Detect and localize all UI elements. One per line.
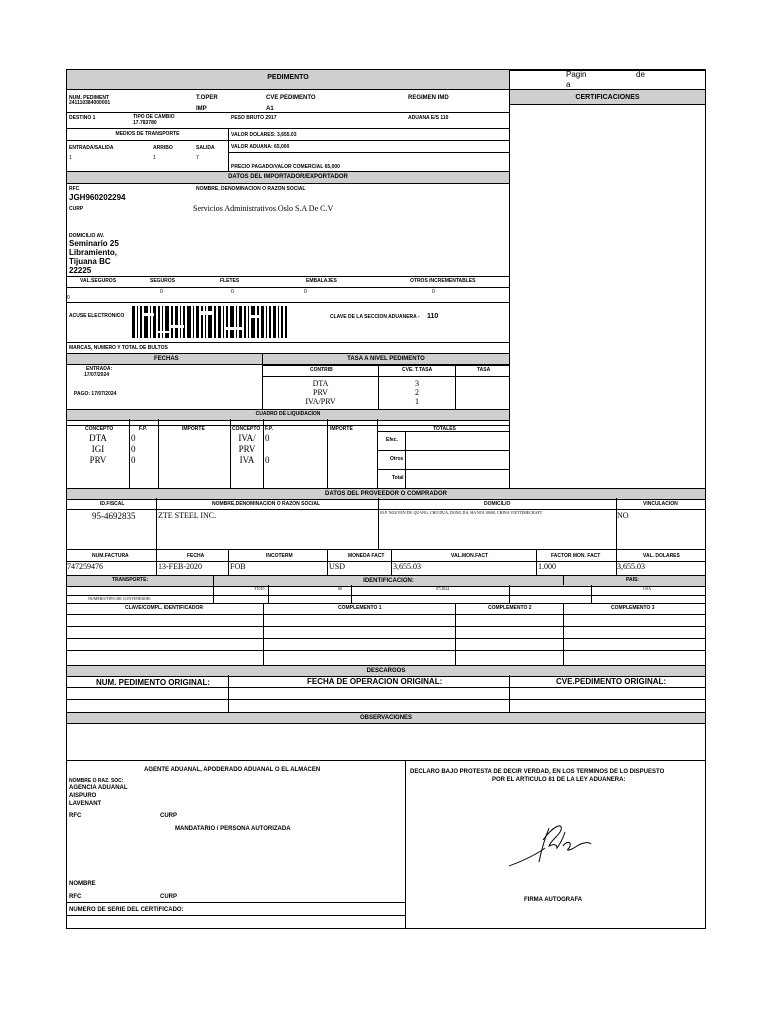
salida-value: 7 <box>196 155 199 161</box>
domicilio-line: Libramiento, <box>69 248 118 257</box>
ident-value: 07/2024 <box>436 586 450 591</box>
aduana-es: ADUANA E/S 110 <box>408 115 449 121</box>
domicilio-label: DOMICILIO AV. <box>69 233 105 239</box>
liq-fp: 0 <box>265 433 270 443</box>
pago-date: PAGO: 17/07/2024 <box>74 391 117 397</box>
certificaciones-heading: CERTIFICACIONES <box>575 94 640 101</box>
inc-header: EMBALAJES <box>306 278 337 284</box>
numero-tipo-contenedor: NUMERO/TIPO DE CONTENEDOR: <box>88 596 151 601</box>
entrada-date: 17/07/2024 <box>84 372 110 378</box>
inc-value: 0 <box>67 295 70 301</box>
destino-label: DESTINO 1 <box>69 115 96 121</box>
liq-header: IMPORTE <box>182 426 205 432</box>
curp-label-2: CURP <box>160 894 178 900</box>
de-label: de <box>636 70 645 79</box>
fact-value: 13-FEB-2020 <box>158 562 202 571</box>
liquidacion-heading: CUADRO DE LIQUIDACION <box>255 411 321 417</box>
liq-concepto: IGI <box>91 444 105 454</box>
pagin-label: Pagin <box>566 70 587 79</box>
importador-heading: DATOS DEL IMPORTADOR/EXPORTADOR <box>228 174 348 180</box>
domicilio-line: 22225 <box>69 266 92 275</box>
firma-autografa-label: FIRMA AUTOGRAFA <box>524 897 583 903</box>
fact-header: INCOTERM <box>266 553 293 559</box>
t-oper-label: T.OPER <box>196 95 218 101</box>
clave-header: CLAVE/COMPL. IDENTIFICADOR <box>125 605 203 611</box>
clave-header: COMPLEMENTO 2 <box>488 605 532 611</box>
inc-header: FLETES <box>220 278 240 284</box>
totales-efec: Efec. <box>386 437 398 443</box>
cve-pedimento-label: CVE PEDIMENTO <box>266 95 316 101</box>
prov-vinculacion: NO <box>617 511 629 520</box>
cve-pedimento-value: A1 <box>266 106 274 112</box>
liq-header: CONCEPTO <box>232 426 261 432</box>
inc-header: OTROS INCREMENTABLES <box>410 278 476 284</box>
peso-bruto: PESO BRUTO 2917 <box>231 115 277 121</box>
prov-domicilio: 83 P. NGUYEN DU QUANG, CHO DUA, DONG DA, HA NOI 10000, CHINA VIETTIMECRAFT <box>380 510 543 515</box>
observaciones-heading: OBSERVACIONES <box>359 715 413 721</box>
tipo-cambio-value: 17.783780 <box>133 120 157 126</box>
importador-nombre: Servicios Administrativos Oslo S.A De C.V <box>193 204 334 213</box>
prov-header: ID.FISCAL <box>100 501 125 507</box>
tasa-cve: 2 <box>415 388 419 397</box>
totales-otros: Otros <box>390 456 404 462</box>
prov-header: VINCULACION <box>643 501 678 507</box>
liq-concepto: IVA <box>239 455 255 465</box>
fact-header: FECHA <box>187 553 205 559</box>
a-label: a <box>566 80 571 89</box>
tasa-contrib: PRV <box>313 388 328 397</box>
agente-nombre-line: AGENCIA ADUANAL <box>69 785 128 791</box>
pais-value: USA <box>643 586 652 591</box>
clave-seccion-value: 110 <box>427 313 439 320</box>
salida-label: SALIDA <box>196 145 215 151</box>
prov-header: NOMBRE,DENOMINACION O RAZON SOCIAL <box>212 501 321 507</box>
liq-concepto: PRV <box>89 455 107 465</box>
fact-value: FOB <box>230 562 246 571</box>
fact-header: VAL. DOLARES <box>643 553 680 559</box>
tasa-header-tasa: TASA <box>477 367 491 373</box>
liq-concepto: IVA/ <box>238 433 256 443</box>
fact-value: USD <box>329 562 346 571</box>
page-title: PEDIMENTO <box>267 74 309 81</box>
domicilio-line: Tijuana BC <box>69 257 111 266</box>
valor-dolares: VALOR DOLARES: 3,655.03 <box>231 132 297 138</box>
inc-header: VAL.SEGUROS <box>80 278 117 284</box>
liq-header: CONCEPTO <box>85 426 114 432</box>
prov-id-fiscal: 95-4692835 <box>92 511 136 521</box>
transporte-label: TRANSPORTE: <box>112 577 149 583</box>
arribo-value: 1 <box>153 155 156 161</box>
liq-header: IMPORTE <box>330 426 353 432</box>
domicilio-line: Seminario 25 <box>69 239 119 248</box>
fact-value: 3,655.03 <box>617 562 645 571</box>
nombre-raz-label: NOMBRE O RAZ. SOC: <box>69 778 124 784</box>
agente-heading: AGENTE ADUANAL, APODERADO ADUANAL O EL ALMACEN <box>144 767 321 773</box>
liq-concepto: DTA <box>89 433 107 443</box>
agente-nombre-line: LAVENANT <box>69 801 102 807</box>
prov-header: DOMICILIO <box>484 501 511 507</box>
entrada-label: ENTRADA: <box>86 366 113 372</box>
liq-fp: 0 <box>131 433 136 443</box>
clave-header: COMPLEMENTO 1 <box>338 605 382 611</box>
tasa-contrib: DTA <box>312 379 329 388</box>
signature-image <box>505 818 595 870</box>
liq-fp: 0 <box>131 444 136 454</box>
inc-value: 0 <box>304 289 307 295</box>
tasa-header-contrib: CONTRIB <box>310 367 333 373</box>
prov-nombre: ZTE STEEL INC. <box>158 511 217 520</box>
ident-value: 60 <box>338 586 342 591</box>
marcas-label: MARCAS, NUMERO Y TOTAL DE BULTOS <box>69 345 168 351</box>
nombre-label-2: NOMBRE <box>69 881 96 887</box>
precio-pagado: PRECIO PAGADO/VALOR COMERCIAL 65,000 <box>231 164 340 170</box>
fact-header: VAL.MON.FACT <box>451 553 489 559</box>
tasa-contrib: IVA/PRV <box>305 397 336 406</box>
tasa-cve: 1 <box>415 397 419 406</box>
totales-total: Total <box>392 475 404 481</box>
fact-value: 3,655.03 <box>393 562 421 571</box>
fact-header: MONEDA FACT <box>348 553 385 559</box>
mandatario-label: MANDATARIO / PERSONA AUTORIZADA <box>175 826 291 832</box>
rfc-label-2: RFC <box>69 894 82 900</box>
identificacion-label: IDENTIFICACION: <box>363 578 414 584</box>
valor-aduana: VALOR ADUANA: 65,000 <box>231 144 290 150</box>
liq-concepto: PRV <box>238 444 256 454</box>
agente-curp-label: CURP <box>160 813 178 819</box>
clave-header: COMPLEMENTO 3 <box>611 605 655 611</box>
fact-header: FACTOR MON. FACT <box>551 553 601 559</box>
entrada-salida-label: ENTRADA/SALIDA <box>69 145 114 151</box>
agente-rfc-label: RFC <box>69 813 82 819</box>
inc-value: 0 <box>160 289 163 295</box>
inc-value: 0 <box>432 289 435 295</box>
barcode-image <box>130 305 290 339</box>
tasa-cve: 3 <box>415 379 419 388</box>
arribo-label: ARRIBO <box>153 145 173 151</box>
numero-serie-label: NUMERO DE SERIE DEL CERTIFICADO: <box>69 907 184 913</box>
declaro-line: DECLARO BAJO PROTESTA DE DECIR VERDAD, EN LOS TERMINOS DE LO DISPUESTO <box>410 769 665 775</box>
tasa-header-cve: CVE. T.TASA <box>402 367 433 373</box>
nombre-label: NOMBRE, DENOMINACION O RAZON SOCIAL <box>196 186 306 192</box>
tipo-cambio-label: TIPO DE CAMBIO <box>133 114 175 120</box>
descargos-header: FECHA DE OPERACION ORIGINAL: <box>307 677 443 686</box>
clave-seccion-label: CLAVE DE LA SECCION ADUANERA - <box>330 314 420 320</box>
ident-value: T1019 <box>254 586 265 591</box>
fechas-heading: FECHAS <box>154 356 179 362</box>
descargos-header: NUM. PEDIMENTO ORIGINAL: <box>96 678 211 687</box>
liq-fp: 0 <box>265 455 270 465</box>
t-oper-value: IMP <box>196 106 207 112</box>
liq-fp: 0 <box>131 455 136 465</box>
regimen-label: REGIMEN IMD <box>408 95 449 101</box>
inc-value: 0 <box>231 289 234 295</box>
liq-header: F.P. <box>265 426 273 432</box>
agente-nombre-line: AISPURO <box>69 793 97 799</box>
descargos-heading: DESCARGOS <box>366 668 406 674</box>
rfc-value: JGH960202294 <box>69 193 126 202</box>
proveedor-heading: DATOS DEL PROVEEDOR O COMPRADOR <box>324 491 447 497</box>
fact-value: 1.000 <box>538 562 556 571</box>
curp-label: CURP <box>69 206 84 212</box>
rfc-label: RFC <box>69 186 80 192</box>
fact-header: NUM.FACTURA <box>92 553 129 559</box>
liq-header: F.P. <box>139 426 147 432</box>
acuse-label: ACUSE ELECTRONICO <box>69 313 125 319</box>
pais-label: PAIS: <box>626 577 639 583</box>
num-pedimento-value: 241110384000001 <box>69 100 111 106</box>
num-pedimento-label: NUM. PEDIMENT <box>69 95 109 101</box>
tasa-heading: TASA A NIVEL PEDIMENTO <box>347 356 425 362</box>
declaro-line: POR EL ARTICULO 81 DE LA LEY ADUANERA: <box>492 777 626 783</box>
liq-header: TOTALES <box>433 426 456 432</box>
medios-transporte-heading: MEDIOS DE TRANSPORTE <box>115 131 180 137</box>
entrada-value: 1 <box>69 155 72 161</box>
fact-value: 747259476 <box>67 562 103 571</box>
inc-header: SEGUROS <box>150 278 176 284</box>
descargos-header: CVE.PEDIMENTO ORIGINAL: <box>556 677 667 686</box>
